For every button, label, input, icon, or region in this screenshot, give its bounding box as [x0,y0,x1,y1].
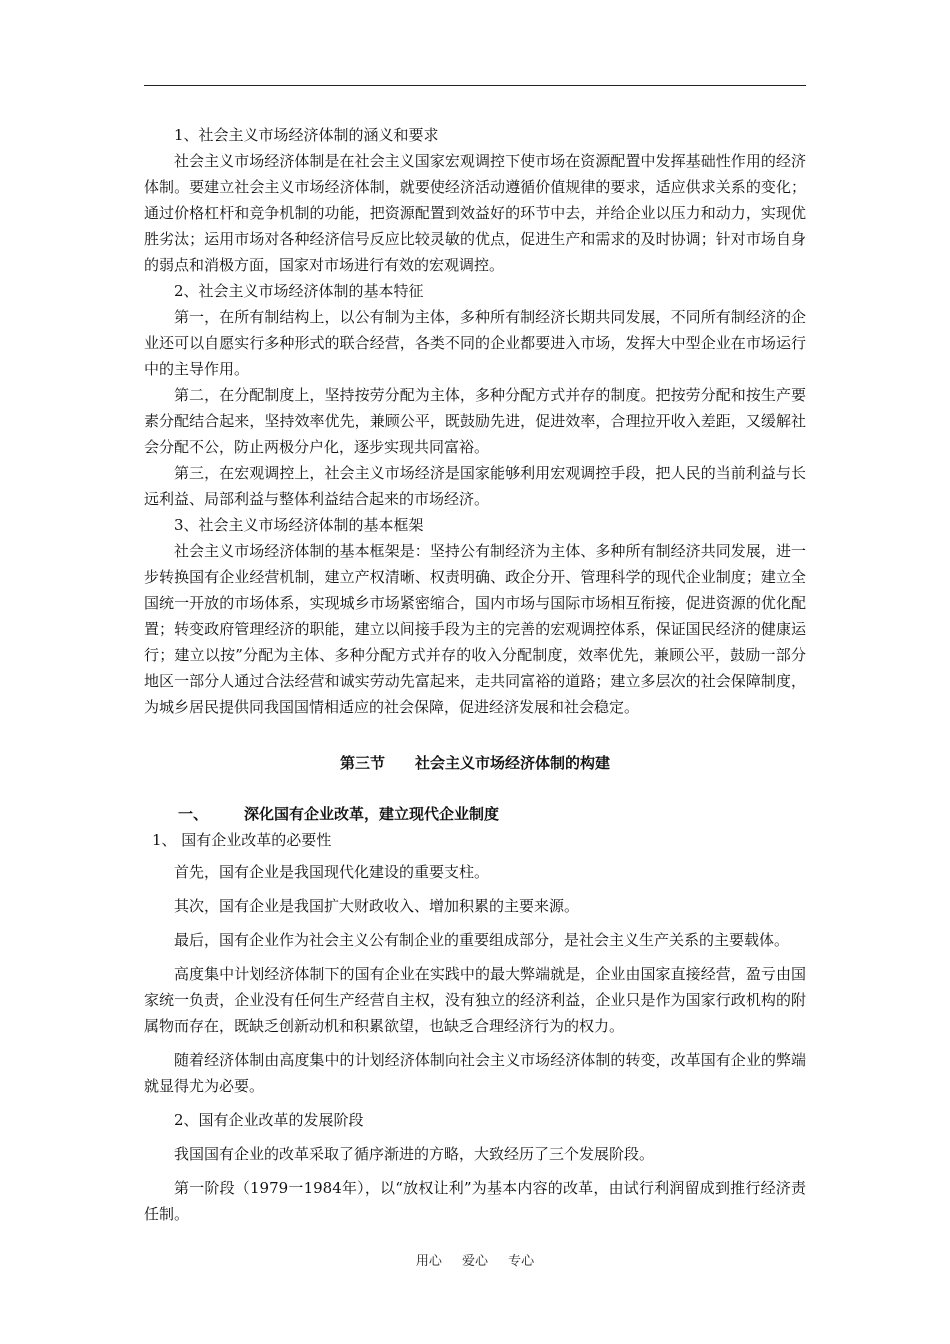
paragraph: 社会主义市场经济体制是在社会主义国家宏观调控下使市场在资源配置中发挥基础性作用的经济体制。要建立社会主义市场经济体制，就要使经济活动遵循价值规律的要求，适应供求关系的变化；通过价格杠杆和竞争机制的功能，把资源配置到效益好的环节中去，并给企业以压力和动力，实现优胜劣汰；运用市场对各种经济信号反应比较灵敏的优点，促进生产和需求的及时协调；针对市场自身的弱点和消极方面，国家对市场进行有效的宏观调控。 [144,152,806,274]
paragraph: 随着经济体制由高度集中的计划经济体制向社会主义市场经济体制的转变，改革国有企业的弊端就显得尤为必要。 [144,1051,806,1095]
paragraph: 第一，在所有制结构上，以公有制为主体，多种所有制经济长期共同发展，不同所有制经济的企业还可以自愿实行多种形式的联合经营，各类不同的企业都要进入市场，发挥大中型企业在市场运行中的主导作用。 [144,308,806,378]
paragraph: 第一阶段（1979一1984年），以“放权让利”为基本内容的改革，由试行利润留成到推行经济责任制。 [144,1179,806,1223]
paragraph: 我国国有企业的改革采取了循序渐进的方略，大致经历了三个发展阶段。 [174,1145,655,1163]
paragraph: 其次，国有企业是我国扩大财政收入、增加积累的主要来源。 [174,897,580,915]
paragraph: 社会主义市场经济体制的基本框架是：坚持公有制经济为主体、多种所有制经济共同发展，进一步转换国有企业经营机制，建立产权清晰、权责明确、政企分开、管理科学的现代企业制度；建立全国统一开放的市场体系，实现城乡市场紧密缩合，国内市场与国际市场相互衔接，促进资源的优化配置；转变政府管理经济的职能，建立以间接手段为主的完善的宏观调控体系，保证国民经济的健康运行；建立以按”分配为主体、多种分配方式并存的收入分配制度，效率优先，兼顾公平，鼓励一部分地区一部分人通过合法经营和诚实劳动先富起来，走共同富裕的道路；建立多层次的社会保障制度，为城乡居民提供同我国国情相适应的社会保障，促进经济发展和社会稳定。 [144,542,806,716]
subheading-1: 1、社会主义市场经济体制的涵义和要求 [174,126,439,144]
paragraph: 第二，在分配制度上，坚持按劳分配为主体，多种分配方式并存的制度。把按劳分配和按生产要素分配结合起来，坚持效率优先，兼顾公平，既鼓励先进，促进效率，合理拉开收入差距，又缓解社会分配不公，防止两极分户化，逐步实现共同富裕。 [144,386,806,456]
subheading-3: 3、社会主义市场经济体制的基本框架 [174,516,424,534]
chapter-heading [178,803,499,824]
chapter-heading-number: 一、 [178,805,209,823]
paragraph: 最后，国有企业作为社会主义公有制企业的重要组成部分，是社会主义生产关系的主要载体。 [174,931,790,949]
header-rule [144,85,806,86]
paragraph: 高度集中计划经济体制下的国有企业在实践中的最大弊端就是，企业由国家直接经营，盈亏由国家统一负责，企业没有任何生产经营自主权，没有独立的经济利益，企业只是作为国家行政机构的附属物而存在，既缺乏创新动机和积累欲望，也缺乏合理经济行为的权力。 [144,965,806,1035]
footer-word: 专心 [508,1254,535,1269]
section-title-text: 社会主义市场经济体制的构建 [415,754,611,772]
paragraph: 首先，国有企业是我国现代化建设的重要支柱。 [174,863,490,881]
section-body-1 [144,122,806,720]
section-number: 第三节 [339,754,385,772]
section-body-2 [144,827,806,1235]
chapter-heading-text: 深化国有企业改革，建立现代企业制度 [244,805,500,823]
subheading-necessity: 1、 国有企业改革的必要性 [152,831,332,849]
section-title [144,752,806,773]
page-footer [0,1250,950,1269]
subheading-stages: 2、国有企业改革的发展阶段 [174,1111,364,1129]
subheading-2: 2、社会主义市场经济体制的基本特征 [174,282,424,300]
footer-word: 爱心 [461,1254,488,1269]
footer-word: 用心 [415,1254,442,1269]
paragraph: 第三，在宏观调控上，社会主义市场经济是国家能够利用宏观调控手段，把人民的当前利益与长远利益、局部利益与整体利益结合起来的市场经济。 [144,464,806,508]
